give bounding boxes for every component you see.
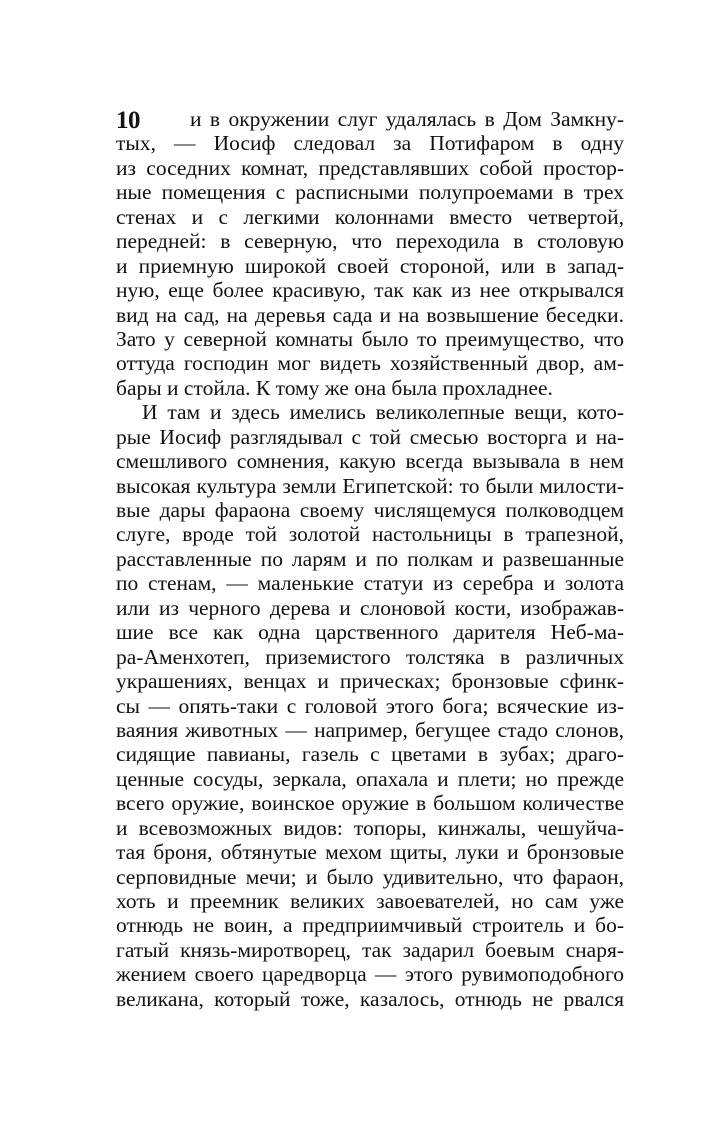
text-line: высокая культура земли Египетской: то были милости-: [116, 473, 624, 498]
text-line: ную, еще более красивую, так как из нее открывался: [116, 278, 624, 303]
text-line: передней: в северную, что переходила в столовую: [116, 229, 624, 254]
text-line: стенах и с легкими колоннами вместо четвертой,: [116, 204, 624, 229]
body-text: [116, 107, 624, 1011]
text-line: и всевозможных видов: топоры, кинжалы, чешуйча-: [116, 815, 624, 840]
text-line: ные помещения с расписными полупроемами в трех: [116, 180, 624, 205]
text-line: и в окружении слуг удалялась в Дом Замкну-: [190, 107, 624, 131]
text-line: серповидные мечи; и было удивительно, что фараон,: [116, 864, 624, 889]
text-line: всего оружие, воинское оружие в большом количестве: [116, 791, 624, 816]
text-line: тых, — Иосиф следовал за Потифаром в одну: [116, 131, 624, 156]
text-line: или из черного дерева и слоновой кости, изображав-: [116, 595, 624, 620]
text-line: сидящие павианы, газель с цветами в зубах; драго-: [116, 742, 624, 767]
text-line: жением своего царедворца — этого рувимоподобного: [116, 962, 624, 987]
text-line: сы — опять-таки с головой этого бога; всяческие из-: [116, 693, 624, 718]
text-line: расставленные по ларям и по полкам и развешанные: [116, 546, 624, 571]
text-line: рые Иосиф разглядывал с той смесью восторга и на-: [116, 424, 624, 449]
text-line: вид на сад, на деревья сада и на возвышение беседки.: [116, 302, 624, 327]
text-line: бары и стойла. К тому же она была прохладнее.: [116, 375, 553, 400]
text-line: ра-Аменхотеп, приземистого толстяка в различных: [116, 644, 624, 669]
text-line: шие все как одна царственного дарителя Неб-ма-: [116, 620, 624, 645]
text-line: из соседних комнат, представлявших собой простор-: [116, 155, 624, 180]
text-line: отнюдь не воин, а предприимчивый строитель и бо-: [116, 913, 624, 938]
text-line: смешливого сомнения, какую всегда вызывала в нем: [116, 449, 624, 474]
text-line: оттуда господин мог видеть хозяйственный двор, ам-: [116, 351, 624, 376]
text-line: ваяния животных — например, бегущее стадо слонов,: [116, 717, 624, 742]
text-line: хоть и преемник великих завоевателей, но сам уже: [116, 889, 624, 913]
text-line: ценные сосуды, зеркала, опахала и плети; но прежде: [116, 766, 624, 791]
paragraph-1: [116, 107, 624, 400]
text-line: украшениях, венцах и прическах; бронзовые сфинк-: [116, 669, 624, 694]
text-line: тая броня, обтянутые мехом щиты, луки и бронзовые: [116, 840, 624, 865]
text-line: и приемную широкой своей стороной, или в запад-: [116, 253, 624, 278]
text-line: гатый князь-миротворец, так задарил боевым снаря-: [116, 937, 624, 962]
text-line: великана, который тоже, казалось, отнюдь не рвался: [116, 986, 624, 1011]
text-line: вые дары фараона своему числящемуся полководцем: [116, 498, 624, 522]
paragraph-2: [116, 400, 624, 1011]
text-line: И там и здесь имелись великолепные вещи, кото-: [142, 400, 624, 425]
text-line: по стенам, — маленькие статуи из серебра и золота: [116, 571, 624, 596]
page-number: 10: [116, 107, 140, 134]
text-line: Зато у северной комнаты было то преимущество, что: [116, 326, 624, 351]
text-line: слуге, вроде той золотой настольницы в трапезной,: [116, 522, 624, 547]
